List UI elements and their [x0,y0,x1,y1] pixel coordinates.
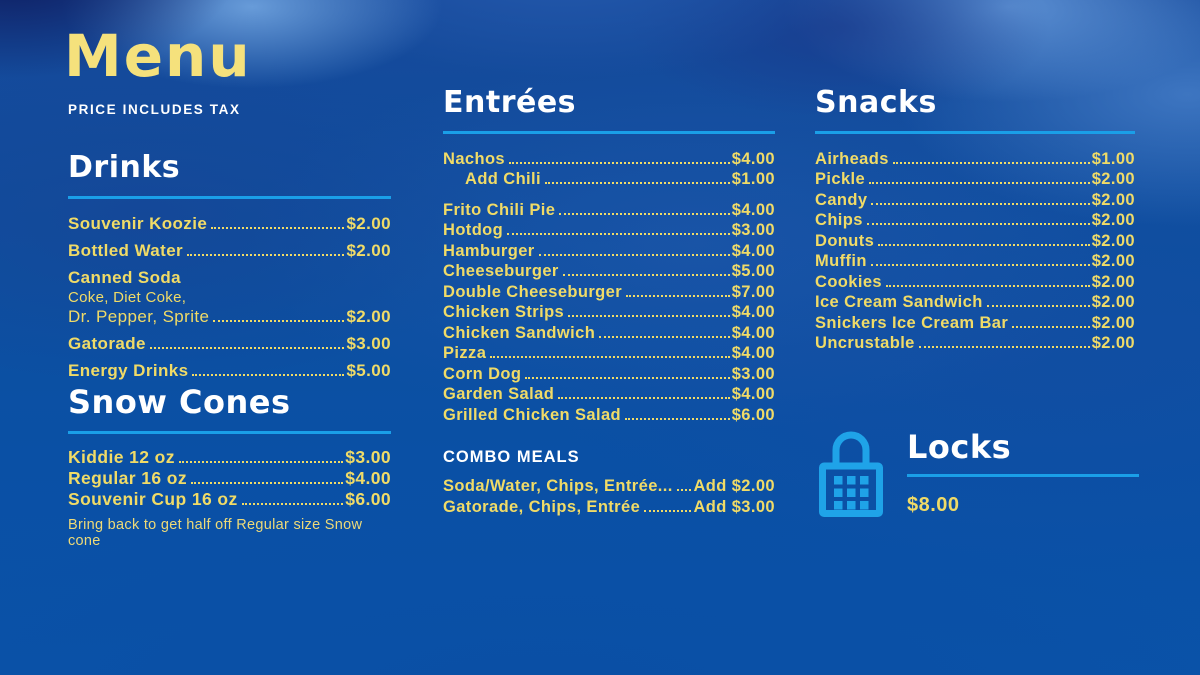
item-subline: Coke, Diet Coke, [68,288,187,306]
item-name: Pizza [443,344,487,362]
item-name: Energy Drinks [68,360,189,380]
item-name: Donuts [815,231,875,250]
menu-item-row [815,149,1135,170]
dot-leader [871,264,1090,266]
item-price: $3.00 [346,333,391,353]
item-price: $2.00 [1091,211,1135,229]
dot-leader [559,213,729,215]
menu-logo: Menu [64,22,252,90]
menu-item-row [815,231,1135,252]
menu-item-row [815,313,1135,334]
dot-leader [677,489,692,491]
menu-item-row [443,405,775,426]
item-price: $6.00 [345,488,391,509]
menu-item-row [815,190,1135,211]
dot-leader [1012,326,1090,328]
item-price: $2.00 [1091,170,1135,188]
entrees-underline [443,131,775,134]
item-price: $2.00 [1091,190,1135,209]
item-name: Candy [815,190,868,209]
item-price: $4.00 [731,303,775,321]
dot-leader [893,162,1090,164]
locks-text-block [907,424,1139,518]
combo-meals-heading: COMBO MEALS [443,448,580,466]
item-name: Cookies [815,272,882,291]
snacks-section [815,85,1135,354]
menu-item-row [443,364,775,385]
item-name: Chicken Sandwich [443,323,596,342]
snacks-heading: Snacks [815,85,937,120]
drinks-heading: Drinks [68,150,181,185]
entrees-section [443,85,775,517]
snow-cones-underline [68,431,391,434]
menu-item-row [68,447,391,468]
menu-item-row [68,307,391,326]
dot-leader [525,377,729,379]
item-price: $2.00 [1091,231,1135,250]
locks-price: $8.00 [907,493,960,516]
dot-leader [871,203,1089,205]
item-price: $1.00 [731,170,775,188]
menu-item-row [443,343,775,364]
drinks-underline [68,196,391,199]
drinks-items [68,214,391,380]
locks-heading: Locks [907,428,1012,466]
item-price: $2.00 [346,306,391,326]
menu-item-row [815,272,1135,293]
dot-leader [213,320,344,322]
item-name: Nachos [443,149,506,168]
dot-leader [568,315,730,317]
item-name: Gatorade, Chips, Entrée [443,497,641,516]
item-price: $4.00 [731,344,775,362]
dot-leader [509,162,730,164]
menu-item-row [443,323,775,344]
item-name: Chips [815,211,863,229]
item-price: $2.00 [1091,252,1135,270]
item-name: Snickers Ice Cream Bar [815,313,1009,332]
menu-item-row [443,149,775,170]
dot-leader [539,254,730,256]
dot-leader [625,418,730,420]
menu-item-row [68,468,391,489]
item-price: $5.00 [346,360,391,380]
snow-cones-section [68,383,391,549]
item-name: Gatorade [68,333,146,353]
menu-item-row [815,210,1135,231]
tax-note: PRICE INCLUDES TAX [68,102,241,117]
item-name: Muffin [815,252,867,270]
dot-leader [187,254,344,256]
item-name: Canned Soda [68,267,182,287]
item-price: $3.00 [345,446,391,467]
item-name: Corn Dog [443,364,522,383]
dot-leader [507,233,730,235]
drinks-section [68,150,391,388]
snow-cones-heading: Snow Cones [68,383,291,421]
menu-item-row [443,220,775,241]
item-price: Add $3.00 [693,497,775,516]
dot-leader [179,461,343,463]
menu-item-row [443,241,775,262]
menu-item-row [443,200,775,221]
item-name: Souvenir Koozie [68,213,208,233]
item-price: $2.00 [1091,272,1135,291]
menu-item-row [815,292,1135,313]
snow-cones-items [68,447,391,510]
item-name: Regular 16 oz [68,467,187,488]
item-name: Chicken Strips [443,303,565,321]
locks-section [817,424,1139,518]
menu-item-row [443,169,775,190]
menu-item-row [68,241,391,260]
dot-leader [869,182,1090,184]
item-price: $2.00 [346,213,391,233]
dot-leader [150,347,345,349]
menu-item-row [815,169,1135,190]
item-name: Kiddie 12 oz [68,446,175,467]
dot-leader [242,503,344,505]
menu-item-row [68,334,391,353]
item-name: Double Cheeseburger [443,282,623,301]
dot-leader [886,285,1090,287]
snacks-underline [815,131,1135,134]
item-name: Pickle [815,170,866,188]
item-price: $4.00 [731,241,775,260]
locks-underline [907,474,1139,477]
menu-item-row [815,333,1135,354]
item-price: $3.00 [731,221,775,239]
dot-leader [558,397,730,399]
dot-leader [545,182,730,184]
item-price: $4.00 [731,149,775,168]
dot-leader [211,227,344,229]
item-name: Uncrustable [815,334,915,352]
item-price: $2.00 [1091,293,1135,311]
item-name: Hamburger [443,241,535,260]
menu-item-row [443,282,775,303]
item-name: Airheads [815,149,889,168]
item-name: Ice Cream Sandwich [815,293,983,311]
item-name: Frito Chili Pie [443,200,556,219]
dot-leader [563,274,730,276]
entrees-items [443,149,775,426]
dot-leader [987,305,1090,307]
menu-item-row [443,476,775,497]
item-name: Souvenir Cup 16 oz [68,488,238,509]
menu-item-row [443,384,775,405]
item-price: $1.00 [1091,149,1135,168]
item-name: Bottled Water [68,240,184,260]
menu-item-row [815,251,1135,272]
menu-item-row [68,361,391,380]
item-name: Soda/Water, Chips, Entrée... [443,477,673,495]
menu-item-row [68,268,391,287]
item-price: $6.00 [731,405,775,424]
dot-leader [644,510,691,512]
item-name: Garden Salad [443,385,555,403]
dot-leader [878,244,1089,246]
menu-item-row [443,497,775,518]
dot-leader [490,356,729,358]
menu-item-row [68,214,391,233]
item-price: $3.00 [731,364,775,383]
item-price: $2.00 [1091,313,1135,332]
menu-item-row [68,489,391,510]
item-price: Add $2.00 [693,477,775,495]
snacks-items [815,149,1135,354]
snow-cone-refill-note: Bring back to get half off Regular size Snow cone [68,516,363,549]
item-price: $5.00 [731,262,775,280]
dot-leader [919,346,1090,348]
dot-leader [867,223,1090,225]
dot-leader [191,482,343,484]
item-price: $4.00 [731,385,775,403]
item-price: $7.00 [731,282,775,301]
item-price: $2.00 [346,240,391,260]
menu-item-row [443,261,775,282]
dot-leader [192,374,344,376]
item-name: Grilled Chicken Salad [443,405,622,424]
menu-item-group [68,268,391,326]
item-price: $4.00 [731,323,775,342]
menu-item-row [443,302,775,323]
item-price: $2.00 [1091,334,1135,352]
entrees-heading: Entrées [443,85,577,120]
combo-meals-items [443,476,775,517]
item-price: $4.00 [731,200,775,219]
padlock-icon [817,424,885,518]
dot-leader [626,295,730,297]
item-name: Hotdog [443,221,504,239]
item-name: Add Chili [465,170,542,188]
dot-leader [599,336,730,338]
item-name: Dr. Pepper, Sprite [68,306,210,326]
item-name: Cheeseburger [443,262,559,280]
item-price: $4.00 [345,467,391,488]
